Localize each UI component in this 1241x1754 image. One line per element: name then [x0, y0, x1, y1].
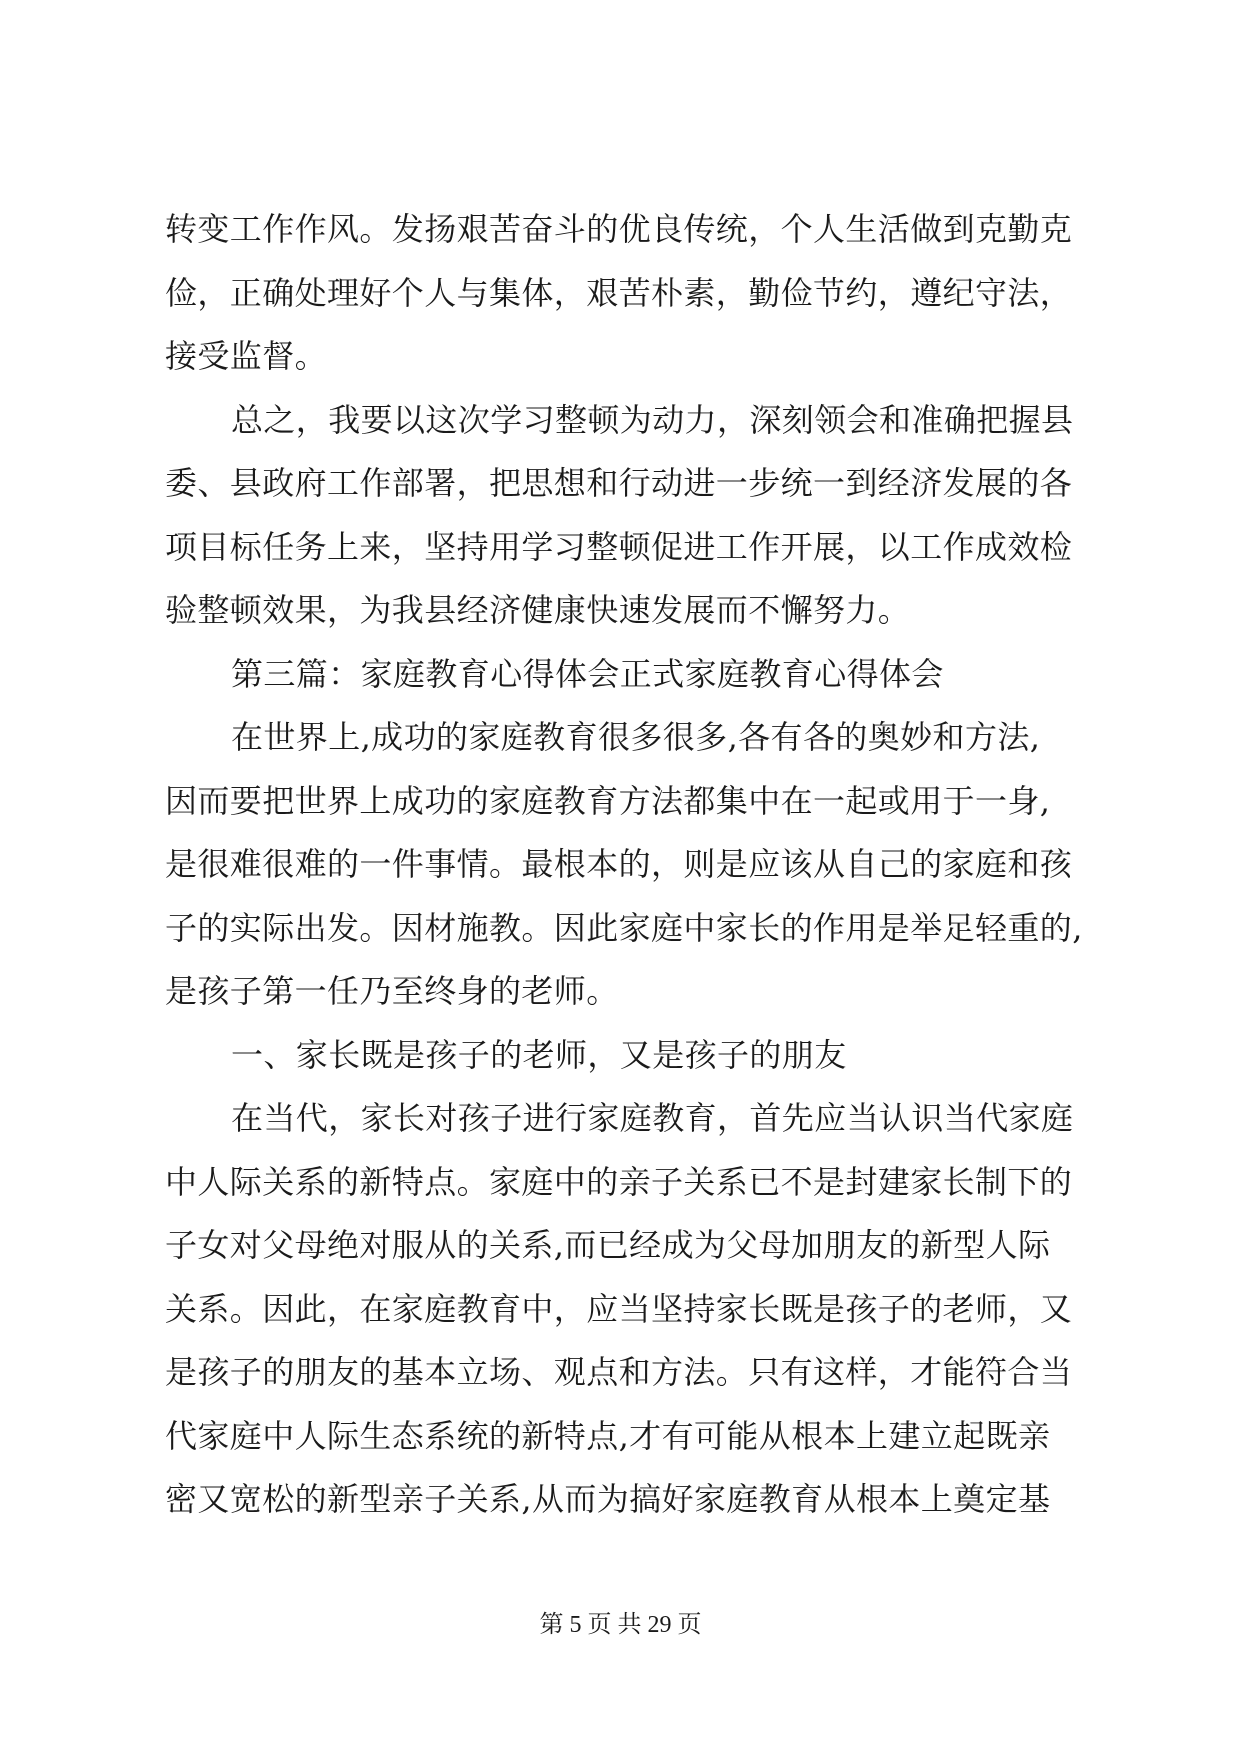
subsection-heading: 一、家长既是孩子的老师，又是孩子的朋友: [231, 1035, 847, 1074]
text-line: 委、县政府工作部署，把思想和行动进一步统一到经济发展的各: [165, 464, 1073, 502]
text-line: 子女对父母绝对服从的关系,而已经成为父母加朋友的新型人际: [165, 1226, 1051, 1264]
text-line: 密又宽松的新型亲子关系,从而为搞好家庭教育从根本上奠定基: [165, 1480, 1051, 1518]
text-line: 子的实际出发。因材施教。因此家庭中家长的作用是举足轻重的,: [165, 908, 1083, 947]
text-line: 俭，正确处理好个人与集体，艰苦朴素，勤俭节约，遵纪守法，: [165, 273, 1073, 312]
text-line: 是孩子第一任乃至终身的老师。: [165, 972, 619, 1010]
text-line: 接受监督。: [165, 337, 328, 375]
text-line: 在世界上,成功的家庭教育很多很多,各有各的奥妙和方法,: [231, 718, 1041, 756]
text-line: 中人际关系的新特点。家庭中的亲子关系已不是封建家长制下的: [165, 1162, 1073, 1201]
text-line: 代家庭中人际生态系统的新特点,才有可能从根本上建立起既亲: [165, 1416, 1051, 1455]
text-line: 在当代，家长对孩子进行家庭教育，首先应当认识当代家庭: [231, 1099, 1074, 1137]
text-line: 是很难很难的一件事情。最根本的，则是应该从自己的家庭和孩: [165, 845, 1073, 883]
section-heading: 第三篇：家庭教育心得体会正式家庭教育心得体会: [231, 654, 944, 693]
text-line: 关系。因此，在家庭教育中，应当坚持家长既是孩子的老师，又: [165, 1289, 1073, 1328]
page-number-footer: 第 5 页 共 29 页: [539, 1612, 702, 1638]
text-line: 总之，我要以这次学习整顿为动力，深刻领会和准确把握县: [231, 400, 1074, 439]
text-line: 项目标任务上来，坚持用学习整顿促进工作开展，以工作成效检: [165, 527, 1073, 566]
document-body: [165, 198, 1085, 1532]
text-line: 因而要把世界上成功的家庭教育方法都集中在一起或用于一身,: [165, 781, 1051, 820]
text-line: 转变工作作风。发扬艰苦奋斗的优良传统，个人生活做到克勤克: [165, 210, 1073, 248]
text-line: 验整顿效果，为我县经济健康快速发展而不懈努力。: [165, 591, 911, 629]
text-line: 是孩子的朋友的基本立场、观点和方法。只有这样，才能符合当: [165, 1353, 1073, 1391]
